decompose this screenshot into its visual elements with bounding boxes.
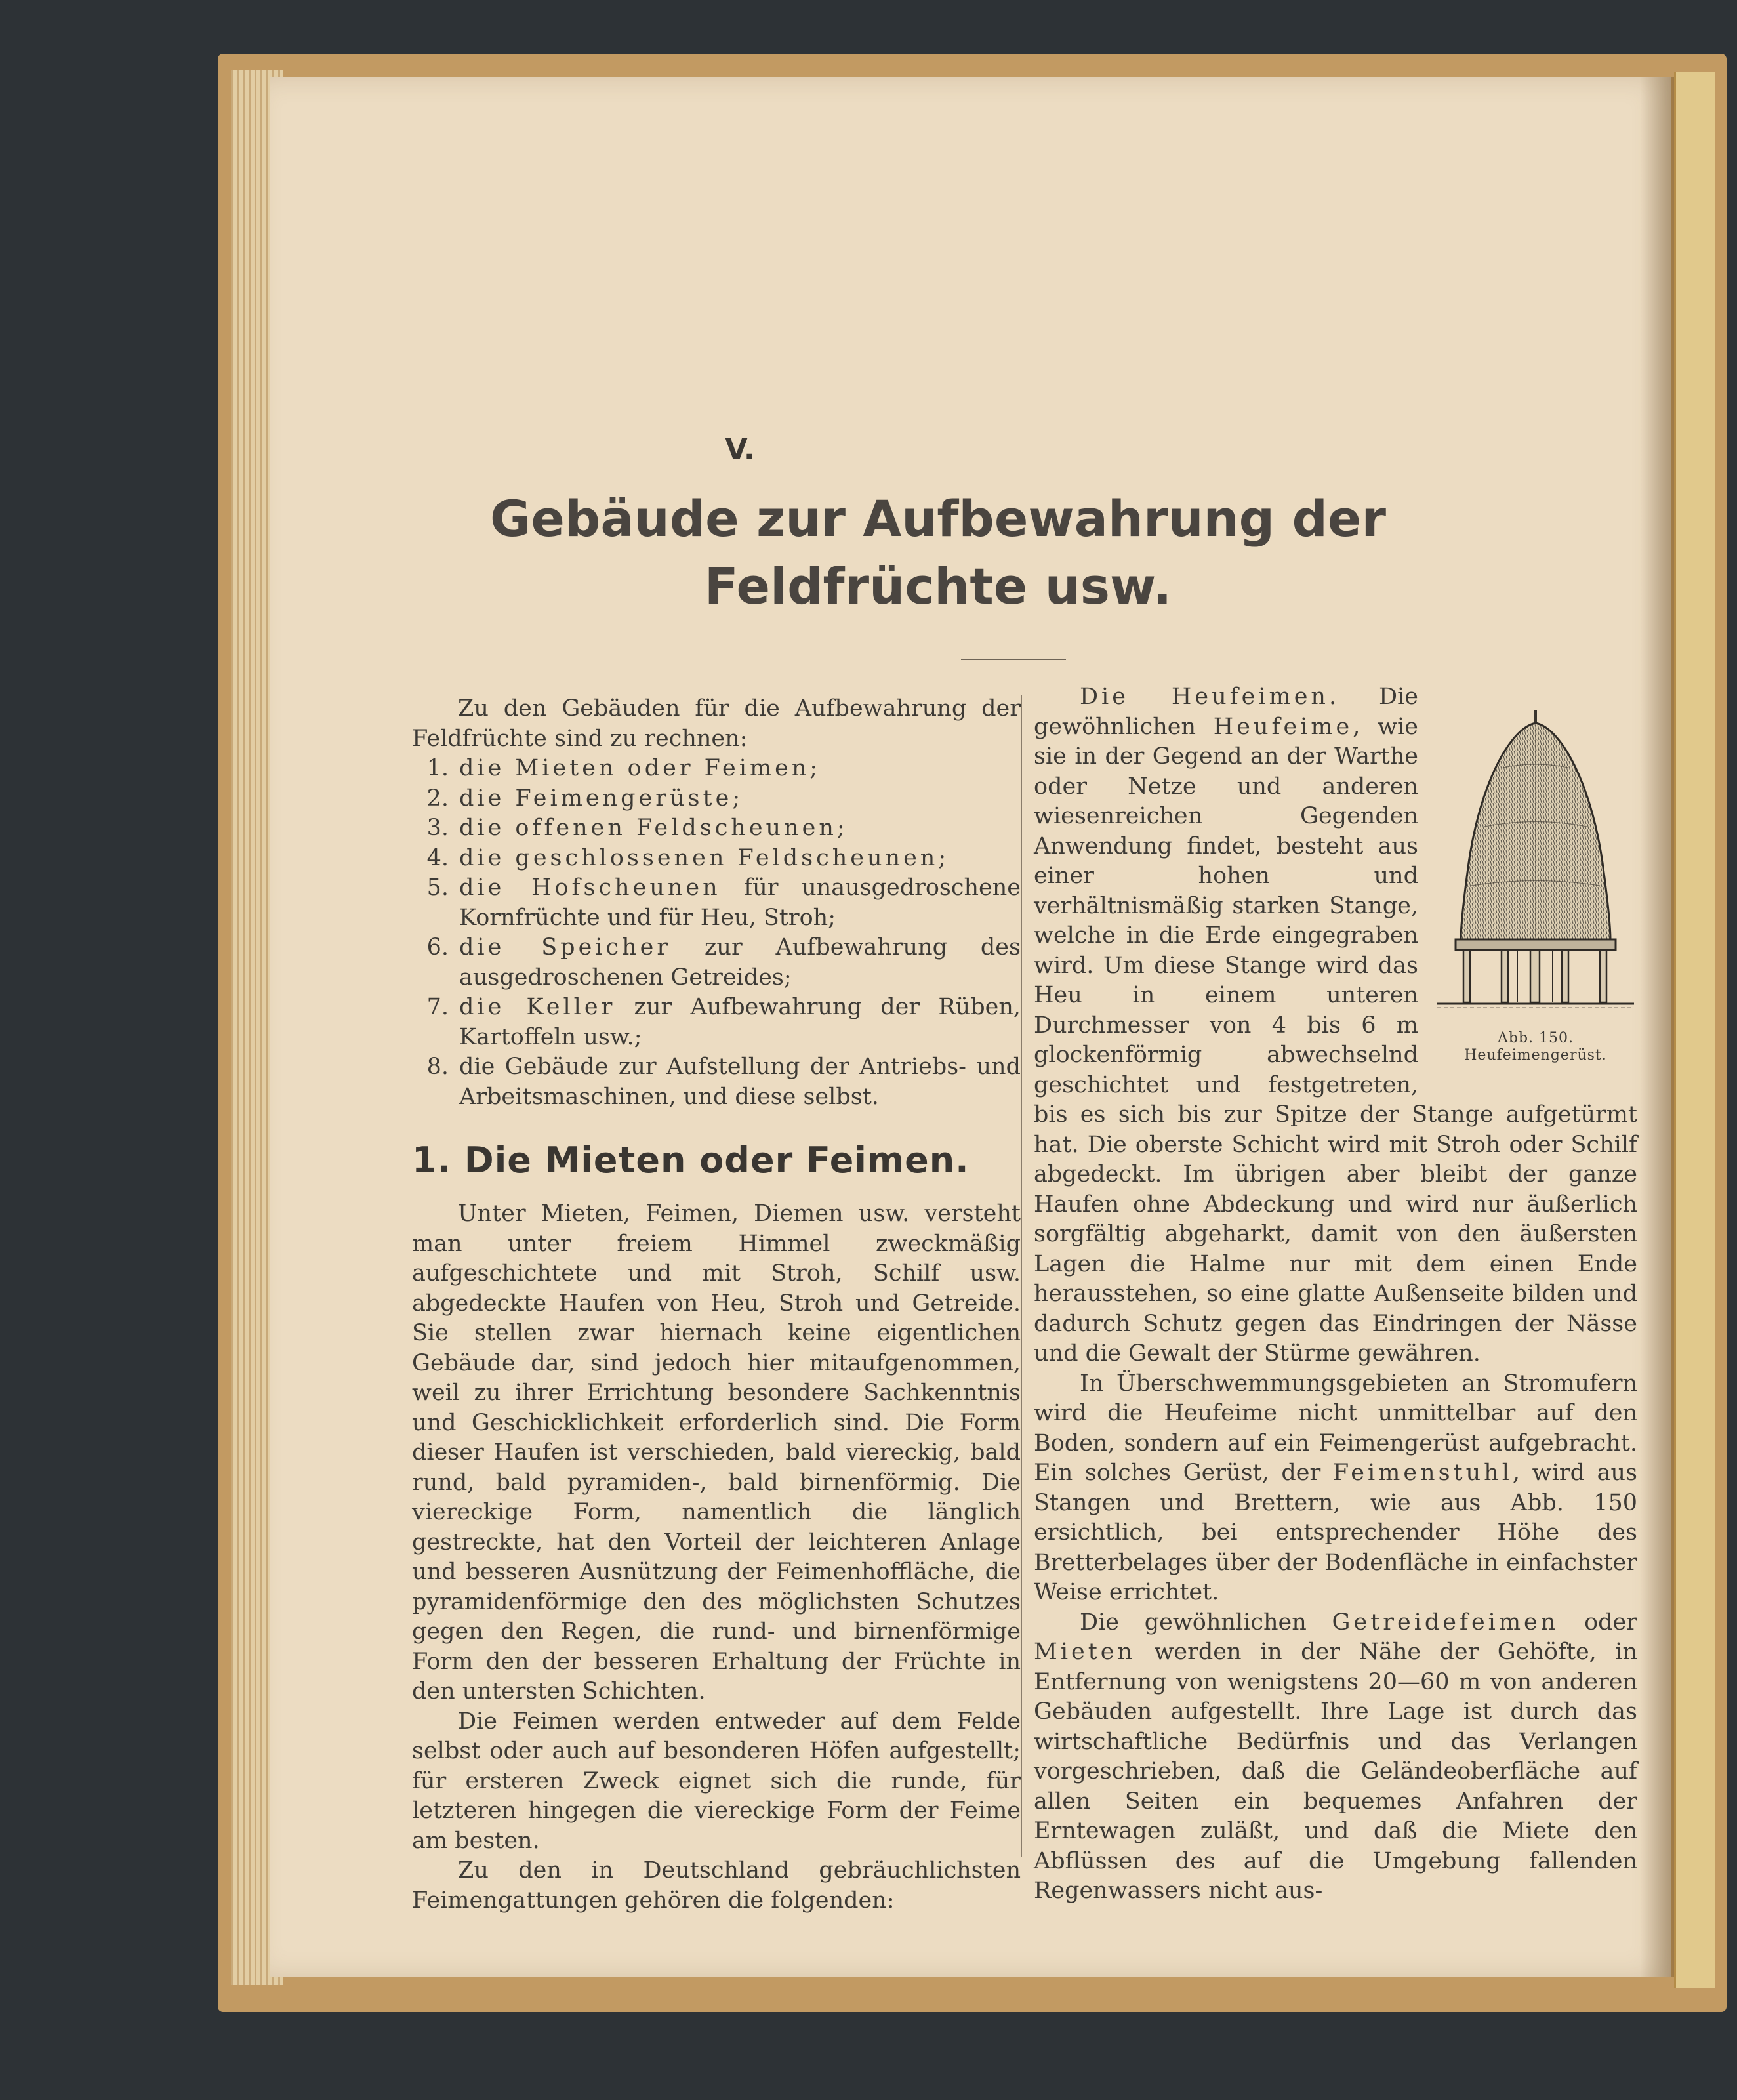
list-item [412, 844, 1021, 874]
column-divider [1021, 695, 1022, 1857]
text-run: oder [1559, 1609, 1637, 1636]
list-item [412, 933, 1021, 993]
title-divider [961, 659, 1066, 660]
list-number: 1. [426, 755, 449, 781]
spaced-term: Heufeime [1213, 713, 1353, 740]
list-text: die Gebäude zur Aufstellung der Antriebs- und Arbeitsmaschinen, und diese selbst. [459, 1054, 1021, 1110]
list-term: die Mieten oder Feimen; [459, 755, 821, 781]
text-run: Die gewöhnlichen [1080, 1609, 1332, 1636]
spaced-term: Mieten [1034, 1639, 1136, 1665]
list-term: die Speicher [459, 934, 672, 960]
spine-shadow [1640, 77, 1674, 1977]
list-number: 3. [426, 815, 449, 841]
spaced-term: Feimenstuhl [1332, 1460, 1513, 1486]
list-term: die offenen Feldscheunen; [459, 815, 848, 841]
figure-number: Abb. 150. [1497, 1030, 1574, 1046]
list-number: 8. [426, 1054, 449, 1080]
haystack-illustration [1437, 709, 1634, 1030]
figure-150 [1434, 709, 1637, 1064]
list-text: zur Aufbewahrung der Rüben, Kartoffeln usw.; [459, 994, 1021, 1050]
body-paragraph [1034, 1608, 1637, 1906]
text-run: werden in der Nähe der Gehöfte, in Entfernung von wenigstens 20—60 m von anderen Gebäuden aufgestellt. Ihre Lage ist durch das wirtschaftliche Bedürfnis und das Verlangen vorgeschrieben, daß die Geländeoberfläche auf allen Seiten ein bequemes Anfahren der Erntewagen zuläßt, und daß die Miete den Abflüssen des auf die Umgebung fallenden Regenwassers nicht aus- [1034, 1639, 1637, 1904]
figure-caption [1434, 1030, 1637, 1064]
right-page-edge [1674, 72, 1715, 1988]
list-number: 2. [426, 785, 449, 812]
left-column [412, 694, 1021, 1916]
body-paragraph: Unter Mieten, Feimen, Diemen usw. versteht man unter freiem Himmel zweckmäßig aufgeschichtete und mit Stroh, Schilf usw. abgedeckte Haufen von Heu, Stroh und Getreide. Sie stellen zwar hiernach keine eigentlichen Gebäude dar, sind jedoch hier mitaufgenommen, weil zu ihrer Errichtung besondere Sachkenntnis und Geschicklichkeit erforderlich sind. Die Form dieser Haufen ist verschieden, bald viereckig, bald rund, bald pyramiden-, bald birnenförmig. Die viereckige Form, namentlich die länglich gestreckte, hat den Vorteil der leichteren Anlage und besseren Ausnützung der Feimenhoffläche, die pyramidenförmige den des möglichsten Schutzes gegen den Regen, die rund- und birnenförmige Form den der besseren Erhaltung der Früchte in den untersten Schichten. [412, 1201, 1021, 1704]
building-list [412, 754, 1021, 1112]
paragraph-heading: Die Heufeimen. [1080, 684, 1340, 710]
list-term: die Keller [459, 994, 616, 1020]
list-item [412, 813, 1021, 844]
chapter-title-line-2: Feldfrüchte usw. [704, 556, 1172, 615]
text-run: Die gewöhnlichen [1034, 684, 1418, 740]
body-paragraph: Zu den in Deutschland gebräuchlichsten Feimengattungen gehören die folgenden: [412, 1857, 1021, 1914]
body-paragraph [1034, 1369, 1637, 1608]
list-item [412, 873, 1021, 933]
list-number: 6. [426, 934, 449, 960]
figure-title: Heufeimengerüst. [1464, 1047, 1607, 1063]
list-text: zur Aufbewahrung des ausgedroschenen Getreides; [459, 934, 1021, 991]
chapter-title-line-1: Gebäude zur Aufbewahrung der [490, 489, 1386, 548]
list-item [412, 1052, 1021, 1112]
text-run: In Überschwemmungsgebieten an Stromufern wird die Heufeime nicht unmittelbar auf den Boden, sondern auf ein Feimengerüst aufgebracht. Ein solches Gerüst, der [1034, 1370, 1637, 1486]
list-item [412, 754, 1021, 784]
list-term: die geschlossenen Feldscheunen; [459, 844, 950, 871]
body-paragraph: Die Feimen werden entweder auf dem Felde selbst oder auch auf besonderen Höfen aufgestellt; für ersteren Zweck eignet sich die runde, für letzteren hingegen die viereckige Form der Feime am besten. [412, 1708, 1021, 1854]
spaced-term: Getreidefeimen [1332, 1609, 1559, 1636]
text-run: , wie sie in der Gegend an der Warthe oder Netze und anderen wiesenreichen Gegenden Anwendung findet, besteht aus einer hohen und verhältnismäßig starken Stange, welche in die Erde eingegraben wird. Um diese Stange wird das Heu in einem unteren Durchmesser von 4 bis 6 m glockenförmig abwechselnd geschichtet und festgetreten, bis es sich bis zur Spitze der Stange aufgetürmt hat. Die oberste Schicht wird mit Stroh oder Schilf abgedeckt. Im übrigen aber bleibt der ganze Haufen ohne Abdeckung und wird nur äußerlich sorgfältig abgeharkt, damit von den äußersten Lagen die Halme nur mit dem einen Ende herausstehen, so eine glatte Außenseite bilden und dadurch Schutz gegen das Eindringen der Nässe und die Gewalt der Stürme gewähren. [1034, 713, 1637, 1367]
list-number: 4. [426, 844, 449, 871]
chapter-number: V. [725, 433, 755, 466]
list-item [412, 784, 1021, 814]
list-number: 5. [426, 875, 449, 901]
list-item [412, 993, 1021, 1052]
right-column [1034, 682, 1637, 1906]
section-heading: 1. Die Mieten oder Feimen. [412, 1140, 970, 1181]
list-number: 7. [426, 994, 449, 1020]
text-run: , wird aus Stangen und Brettern, wie aus Abb. 150 ersichtlich, bei entsprechender Höhe des Bretterbelages über der Bodenfläche in einfachster Weise errichtet. [1034, 1460, 1637, 1605]
list-text: für unausgedroschene Kornfrüchte und für Heu, Stroh; [459, 875, 1021, 931]
list-term: die Hofscheunen [459, 875, 721, 901]
intro-paragraph: Zu den Gebäuden für die Aufbewahrung der Feldfrüchte sind zu rechnen: [412, 695, 1021, 752]
chapter-title [420, 485, 1456, 620]
list-term: die Feimengerüste; [459, 785, 744, 812]
